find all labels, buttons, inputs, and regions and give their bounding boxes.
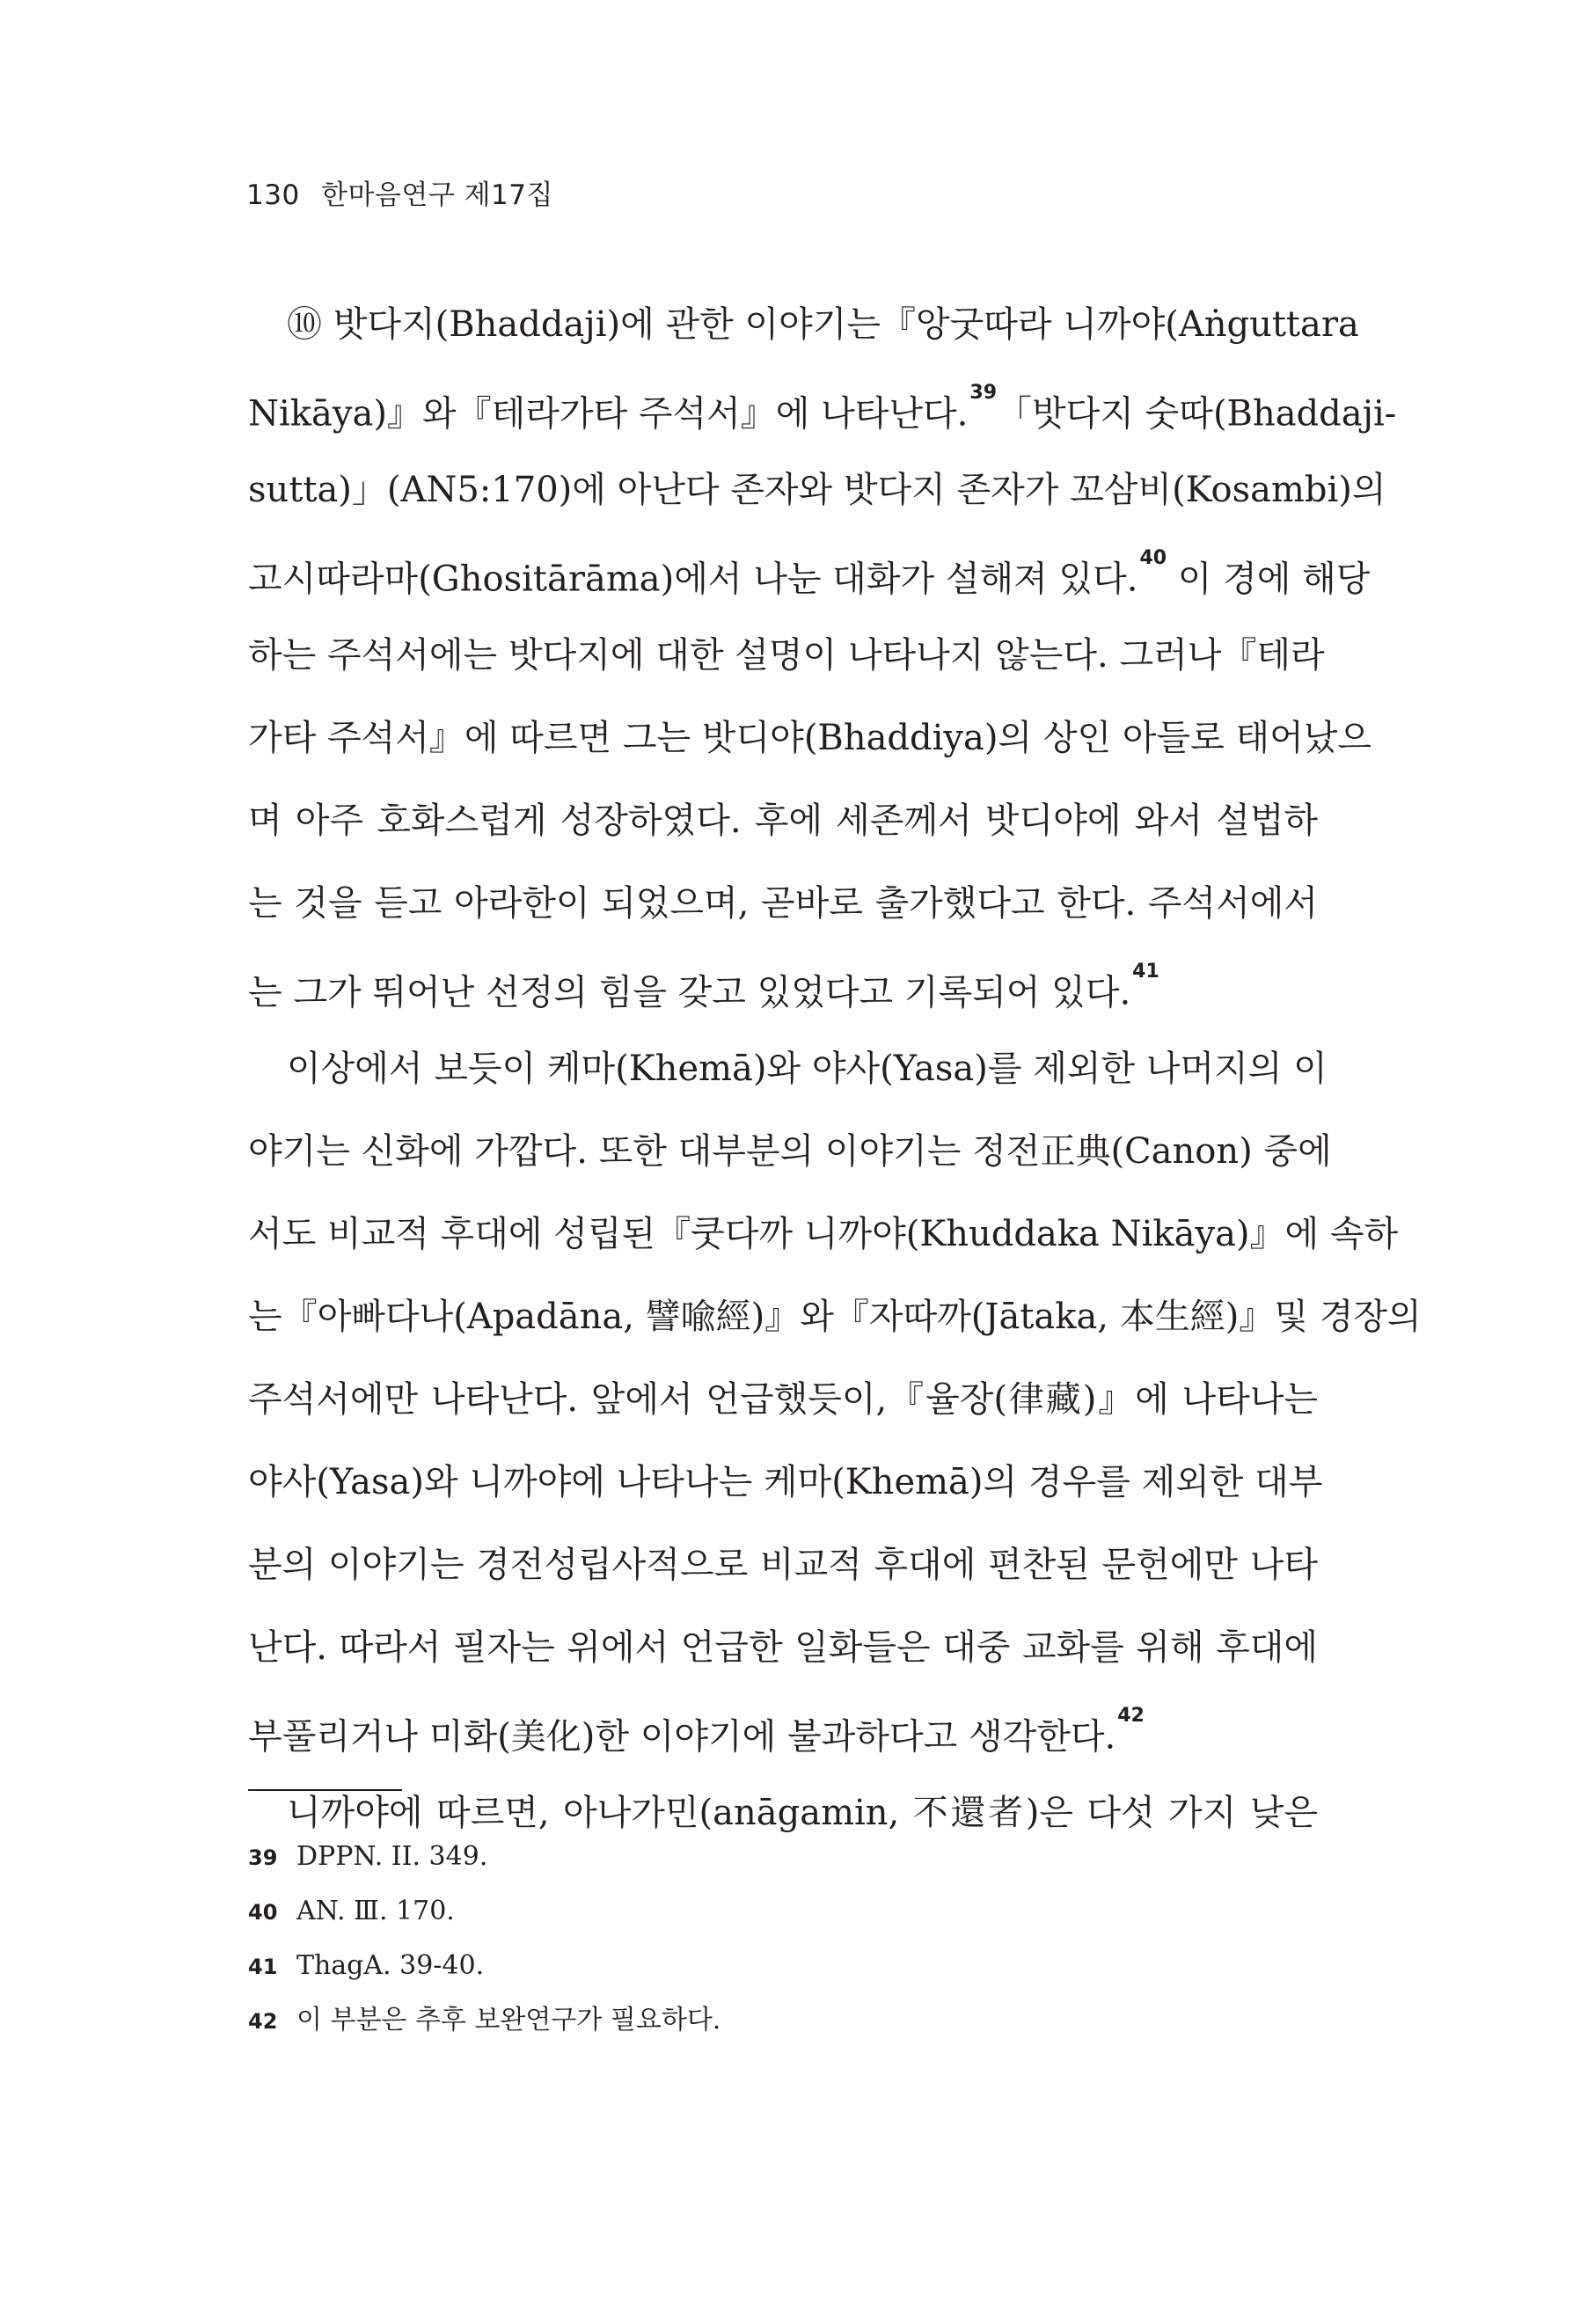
text-line: 고시따라마(Ghositārāma)에서 나눈 대화가 설해져 있다.$^{40}$ 이 경에 해당 (248, 547, 1371, 600)
journal-title: 한마음연구 제17집 (321, 179, 553, 211)
text-line: 며 아주 호화스럽게 성장하였다. 후에 세존께서 밧디야에 와서 설법하 (248, 800, 1318, 841)
text-line: 야기는 신화에 가깝다. 또한 대부분의 이야기는 정전正典(Canon) 중에 (248, 1131, 1332, 1172)
footnote (248, 1939, 1318, 1993)
text-line: 서도 비교적 후대에 성립된『쿳다까 니까야(Khuddaka Nikāya)』에 속하 (248, 1214, 1399, 1254)
text-line: 는『아빠다나(Apadāna, 譬喩經)』와『자따까(Jātaka, 本生經)』및 경장의 (248, 1297, 1422, 1337)
text-line: 는 것을 듣고 아라한이 되었으며, 곧바로 출가했다고 한다. 주석서에서 (248, 883, 1318, 924)
text-line: Nikāya)』와『테라가타 주석서』에 나타난다.$^{39}$「밧다지 숫따(Bhaddaji- (248, 382, 1397, 435)
text-line: 는 그가 뛰어난 선정의 힘을 갖고 있었다고 기록되어 있다.$^{41}$ (248, 961, 1159, 1013)
text-line: 이상에서 보듯이 케마(Khemā)와 야사(Yasa)를 제외한 나머지의 이 (287, 1049, 1328, 1089)
footnote-number: 41 (248, 1955, 278, 1979)
running-header (246, 172, 553, 212)
footnote-number: 42 (248, 2009, 278, 2034)
footnote (248, 1884, 1318, 1939)
body-text (248, 283, 1422, 1854)
text-line: sutta)」(AN5:170)에 아난다 존자와 밧다지 존자가 꼬삼비(Kosambi)의 (248, 470, 1386, 510)
footnote (248, 1830, 1318, 1884)
text-line: 니까야에 따르면, 아나가민(anāgamin, 不還者)은 다섯 가지 낮은 (287, 1793, 1318, 1833)
footnote-divider (248, 1789, 402, 1791)
footnote-text: AN. Ⅲ. 170. (296, 1896, 455, 1926)
text-line: 하는 주석서에는 밧다지에 대한 설명이 나타나지 않는다. 그러나『테라 (248, 635, 1325, 676)
footnote-ref[interactable]: 42 (1117, 1705, 1145, 1727)
footnote (248, 1993, 1318, 2048)
footnote-ref[interactable]: 39 (969, 382, 998, 404)
footnotes (248, 1830, 1318, 2048)
text-line: ⑩ 밧다지(Bhaddaji)에 관한 이야기는『앙굿따라 니까야(Aṅguttara (287, 304, 1359, 345)
footnote-ref[interactable]: 40 (1139, 547, 1167, 569)
text-line: 난다. 따라서 필자는 위에서 언급한 일화들은 대중 교화를 위해 후대에 (248, 1627, 1318, 1668)
footnote-ref[interactable]: 41 (1132, 961, 1159, 983)
footnote-number: 40 (248, 1900, 278, 1925)
footnote-text: 이 부분은 추후 보완연구가 필요하다. (296, 2005, 721, 2035)
page-number: 130 (246, 179, 300, 211)
footnote-number: 39 (248, 1845, 278, 1870)
text-line: 가타 주석서』에 따르면 그는 밧디야(Bhaddiya)의 상인 아들로 태어났으 (248, 718, 1372, 758)
text-line: 분의 이야기는 경전성립사적으로 비교적 후대에 편찬된 문헌에만 나타 (248, 1545, 1318, 1585)
text-line: 주석서에만 나타난다. 앞에서 언급했듯이,『율장(律藏)』에 나타나는 (248, 1379, 1318, 1420)
text-line: 부풀리거나 미화(美化)한 이야기에 불과하다고 생각한다.$^{42}$ (248, 1705, 1145, 1758)
footnote-text: ThagA. 39-40. (296, 1950, 485, 1981)
text-line: 야사(Yasa)와 니까야에 나타나는 케마(Khemā)의 경우를 제외한 대부 (248, 1462, 1323, 1502)
footnote-text: DPPN. II. 349. (296, 1841, 488, 1872)
